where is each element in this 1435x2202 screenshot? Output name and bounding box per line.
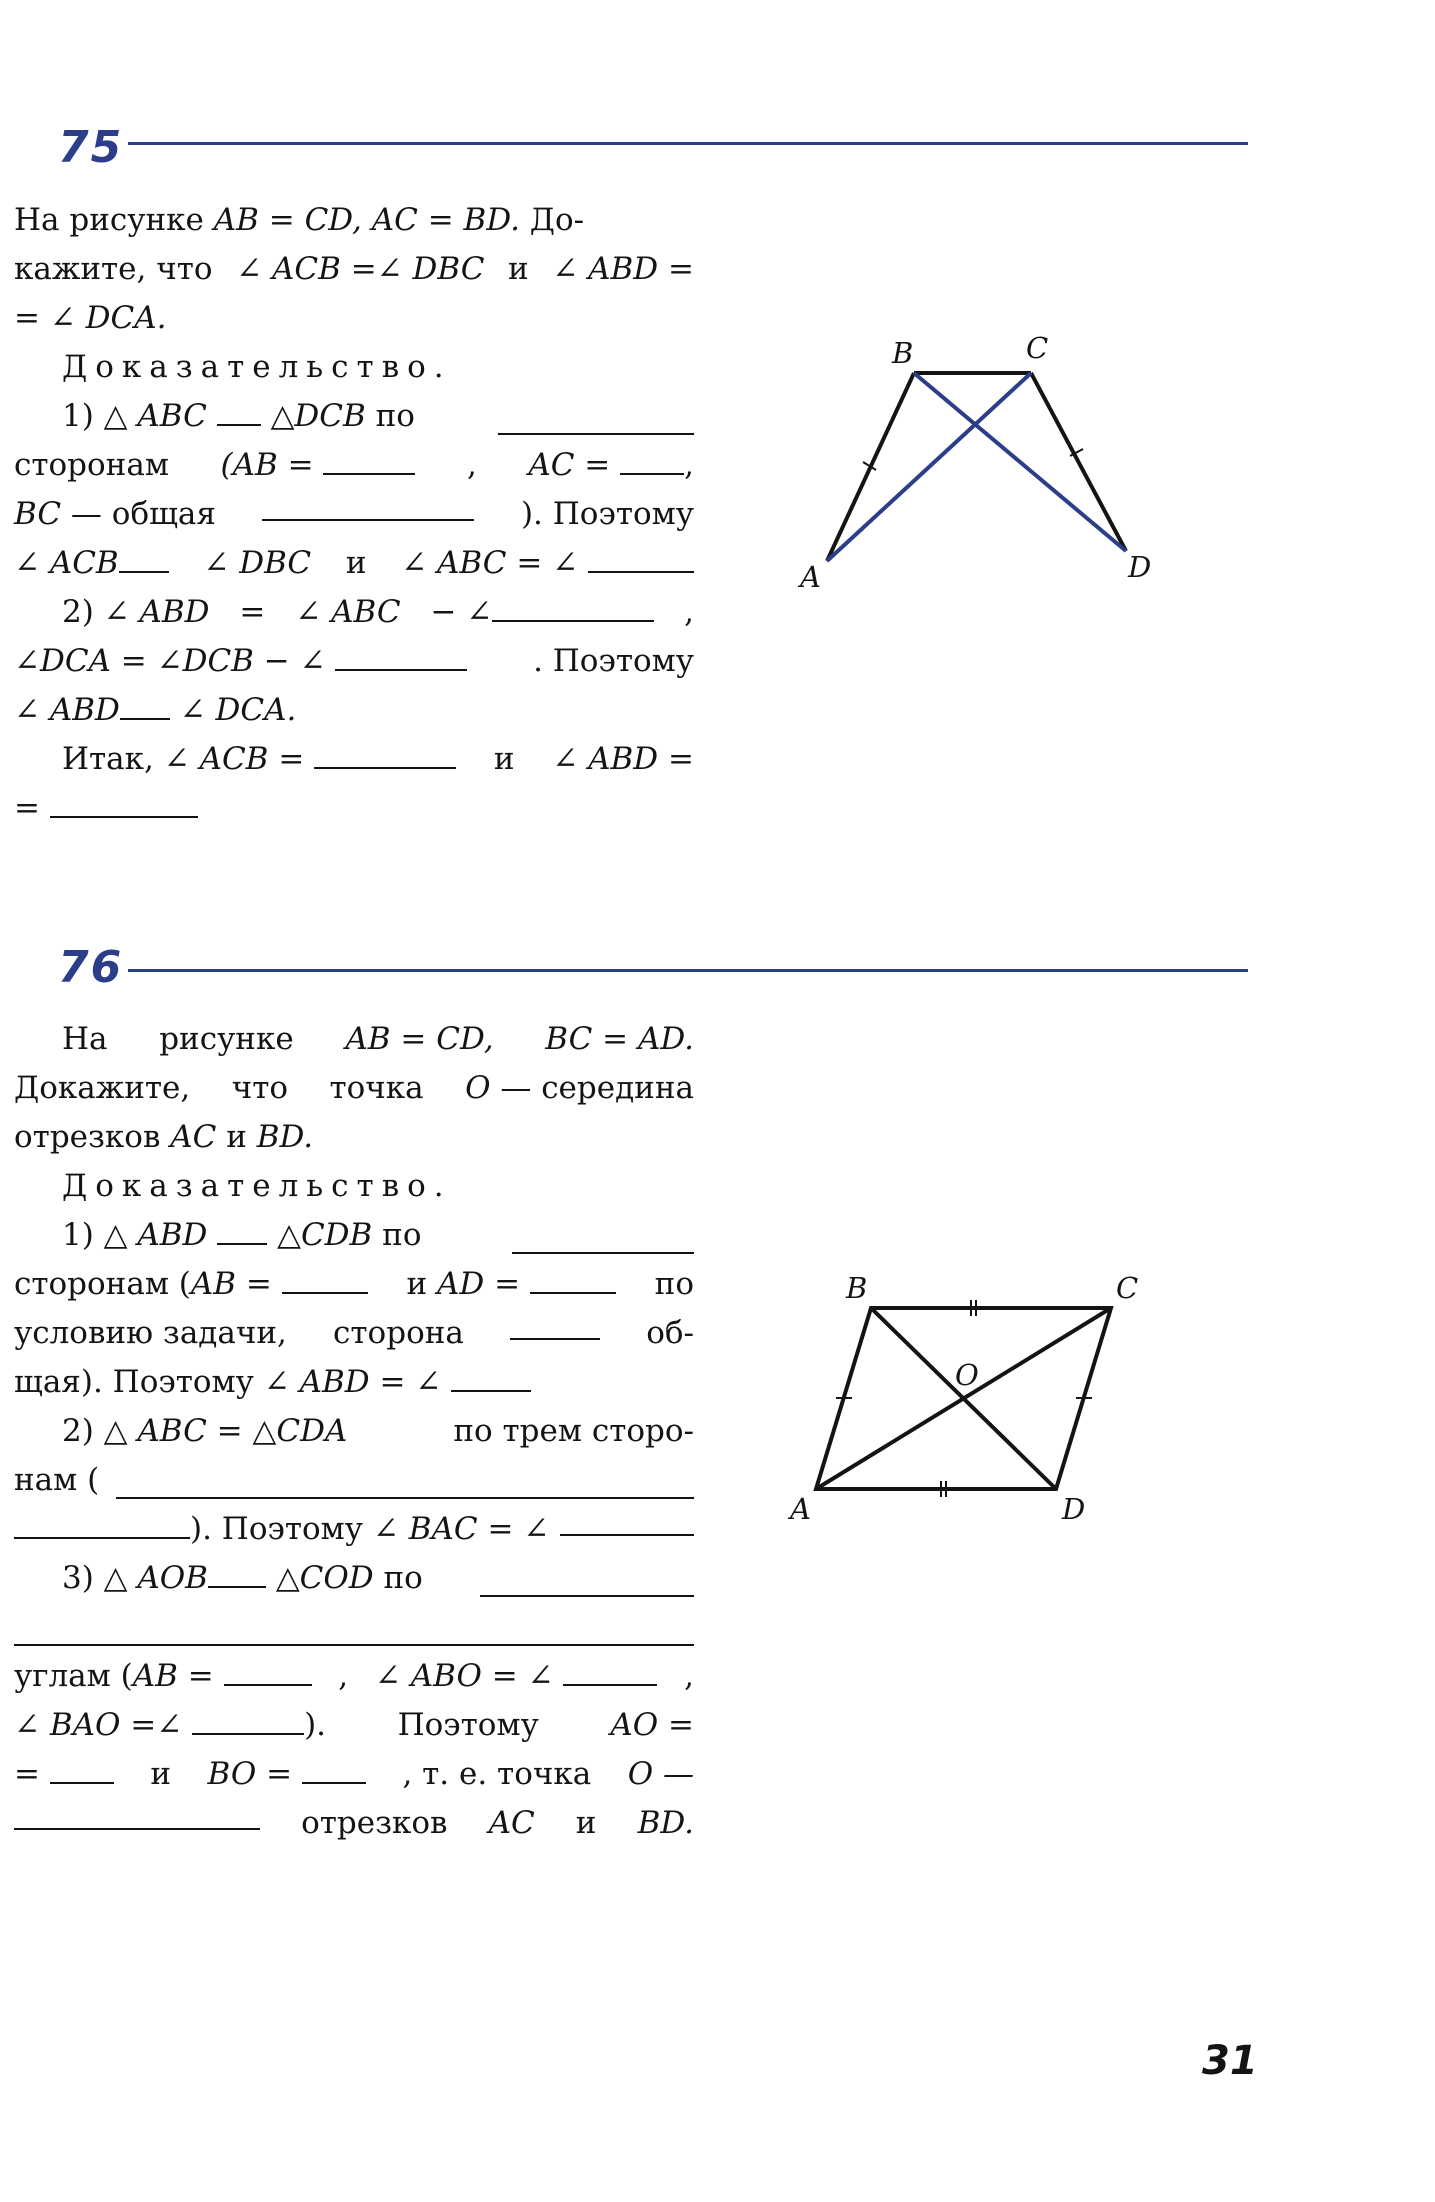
label-o: O (955, 1358, 979, 1392)
problem-76-rule (128, 969, 1248, 972)
blank[interactable] (530, 1263, 616, 1294)
problem-75-rule (128, 142, 1248, 145)
p76-step2-line-3: ). Поэтому ∠ BAC = ∠ (14, 1505, 694, 1554)
p75-proof-label: Доказательство. (62, 349, 452, 385)
label-b: B (892, 336, 914, 370)
p75-step1-line-3: BC — общая ). Поэтому (14, 490, 694, 539)
problem-76-text (14, 1015, 694, 1848)
problem-76-number: 76 (58, 942, 124, 993)
blank[interactable] (119, 542, 169, 573)
p75-cond-line-1: На рисунке AB = CD, AC = BD. До- (14, 202, 585, 238)
p75-step1-line-2: сторонам (AB = , AC = , (14, 441, 694, 490)
p76-cond-line-2: Докажите, что точка O — середина (14, 1070, 694, 1106)
p76-step1-line-4: щая). Поэтому ∠ ABD = ∠ (14, 1358, 694, 1407)
blank[interactable] (492, 591, 654, 622)
p75-step2-line-1: 2) ∠ ABD = ∠ ABC − ∠ , (14, 588, 694, 637)
blank[interactable] (208, 1557, 266, 1588)
p76-cond-line-1: На рисунке AB = CD, BC = AD. (62, 1021, 694, 1057)
p76-step3-line-6: отрезков AC и BD. (14, 1799, 694, 1848)
p75-final-line-2: = (14, 784, 694, 833)
blank[interactable] (560, 1505, 694, 1536)
blank[interactable] (116, 1468, 694, 1499)
segment-ac (827, 373, 1031, 561)
label-a: A (790, 1492, 811, 1526)
blank[interactable] (620, 444, 684, 475)
p76-step1-line-1: 1) △ ABD △CDB по (14, 1211, 694, 1260)
p76-step3-line-1: 3) △ AOB △COD по (14, 1554, 694, 1603)
label-b: B (846, 1271, 868, 1305)
blank[interactable] (262, 490, 474, 521)
p76-step3-line-3: углам (AB = , ∠ ABO = ∠ , (14, 1652, 694, 1701)
blank[interactable] (480, 1566, 694, 1597)
label-a: A (800, 560, 821, 594)
blank[interactable] (120, 689, 170, 720)
diagonal-bd (871, 1308, 1056, 1489)
blank[interactable] (50, 787, 198, 818)
blank[interactable] (314, 738, 456, 769)
p76-step3-line-4: ∠ BAO =∠ ). Поэтому AO = (14, 1701, 694, 1750)
blank[interactable] (192, 1704, 304, 1735)
label-d: D (1062, 1492, 1086, 1526)
problem-75-text (14, 196, 694, 833)
blank[interactable] (451, 1361, 531, 1392)
label-c: C (1026, 331, 1049, 365)
label-c: C (1116, 1271, 1139, 1305)
figure-76 (780, 1255, 1180, 1535)
p76-step3-line-2 (14, 1603, 694, 1652)
p75-step2-line-2: ∠DCA = ∠DCB − ∠ . Поэтому (14, 637, 694, 686)
p76-step2-line-1: 2) △ ABC = △CDA по трем сторо- (62, 1413, 694, 1449)
blank[interactable] (224, 1655, 312, 1686)
p75-final-line: Итак, ∠ ACB = и ∠ ABD = (14, 735, 694, 784)
p76-step2-line-2: нам ( (14, 1456, 694, 1505)
blank[interactable] (282, 1263, 368, 1294)
p76-step1-line-3: условию задачи, сторона об- (14, 1309, 694, 1358)
blank[interactable] (588, 542, 694, 573)
blank[interactable] (335, 640, 467, 671)
p75-step2-line-3: ∠ ABD ∠ DCA. (14, 686, 694, 735)
blank[interactable] (563, 1655, 657, 1686)
p75-cond-line-2: кажите, что ∠ ACB =∠ DBC и ∠ ABD = (14, 251, 694, 287)
p75-step1-line-4: ∠ ACB ∠ DBC и ∠ ABC = ∠ (14, 539, 694, 588)
p75-cond-line-3: = ∠ DCA. (14, 300, 167, 336)
blank[interactable] (302, 1753, 366, 1784)
figure-75 (790, 325, 1190, 595)
blank[interactable] (50, 1753, 114, 1784)
page-number: 31 (1202, 2038, 1258, 2084)
p75-step1-line-1: 1) △ ABC △DCB по (14, 392, 694, 441)
problem-75-number: 75 (58, 122, 124, 173)
blank[interactable] (14, 1799, 260, 1830)
segment-bd (914, 373, 1126, 551)
blank[interactable] (512, 1223, 694, 1254)
label-d: D (1128, 550, 1152, 584)
blank[interactable] (14, 1508, 190, 1539)
p76-step3-line-5: = и BO = , т. е. точка O — (14, 1750, 694, 1799)
blank[interactable] (217, 395, 261, 426)
segment-cd (1031, 373, 1126, 551)
p76-cond-line-3: отрезков AC и BD. (14, 1119, 314, 1155)
p76-proof-label: Доказательство. (62, 1168, 452, 1204)
blank[interactable] (217, 1214, 267, 1245)
blank[interactable] (498, 404, 694, 435)
blank[interactable] (323, 444, 415, 475)
blank[interactable] (510, 1309, 600, 1340)
blank[interactable] (14, 1615, 694, 1646)
p76-step1-line-2: сторонам (AB = и AD = по (14, 1260, 694, 1309)
